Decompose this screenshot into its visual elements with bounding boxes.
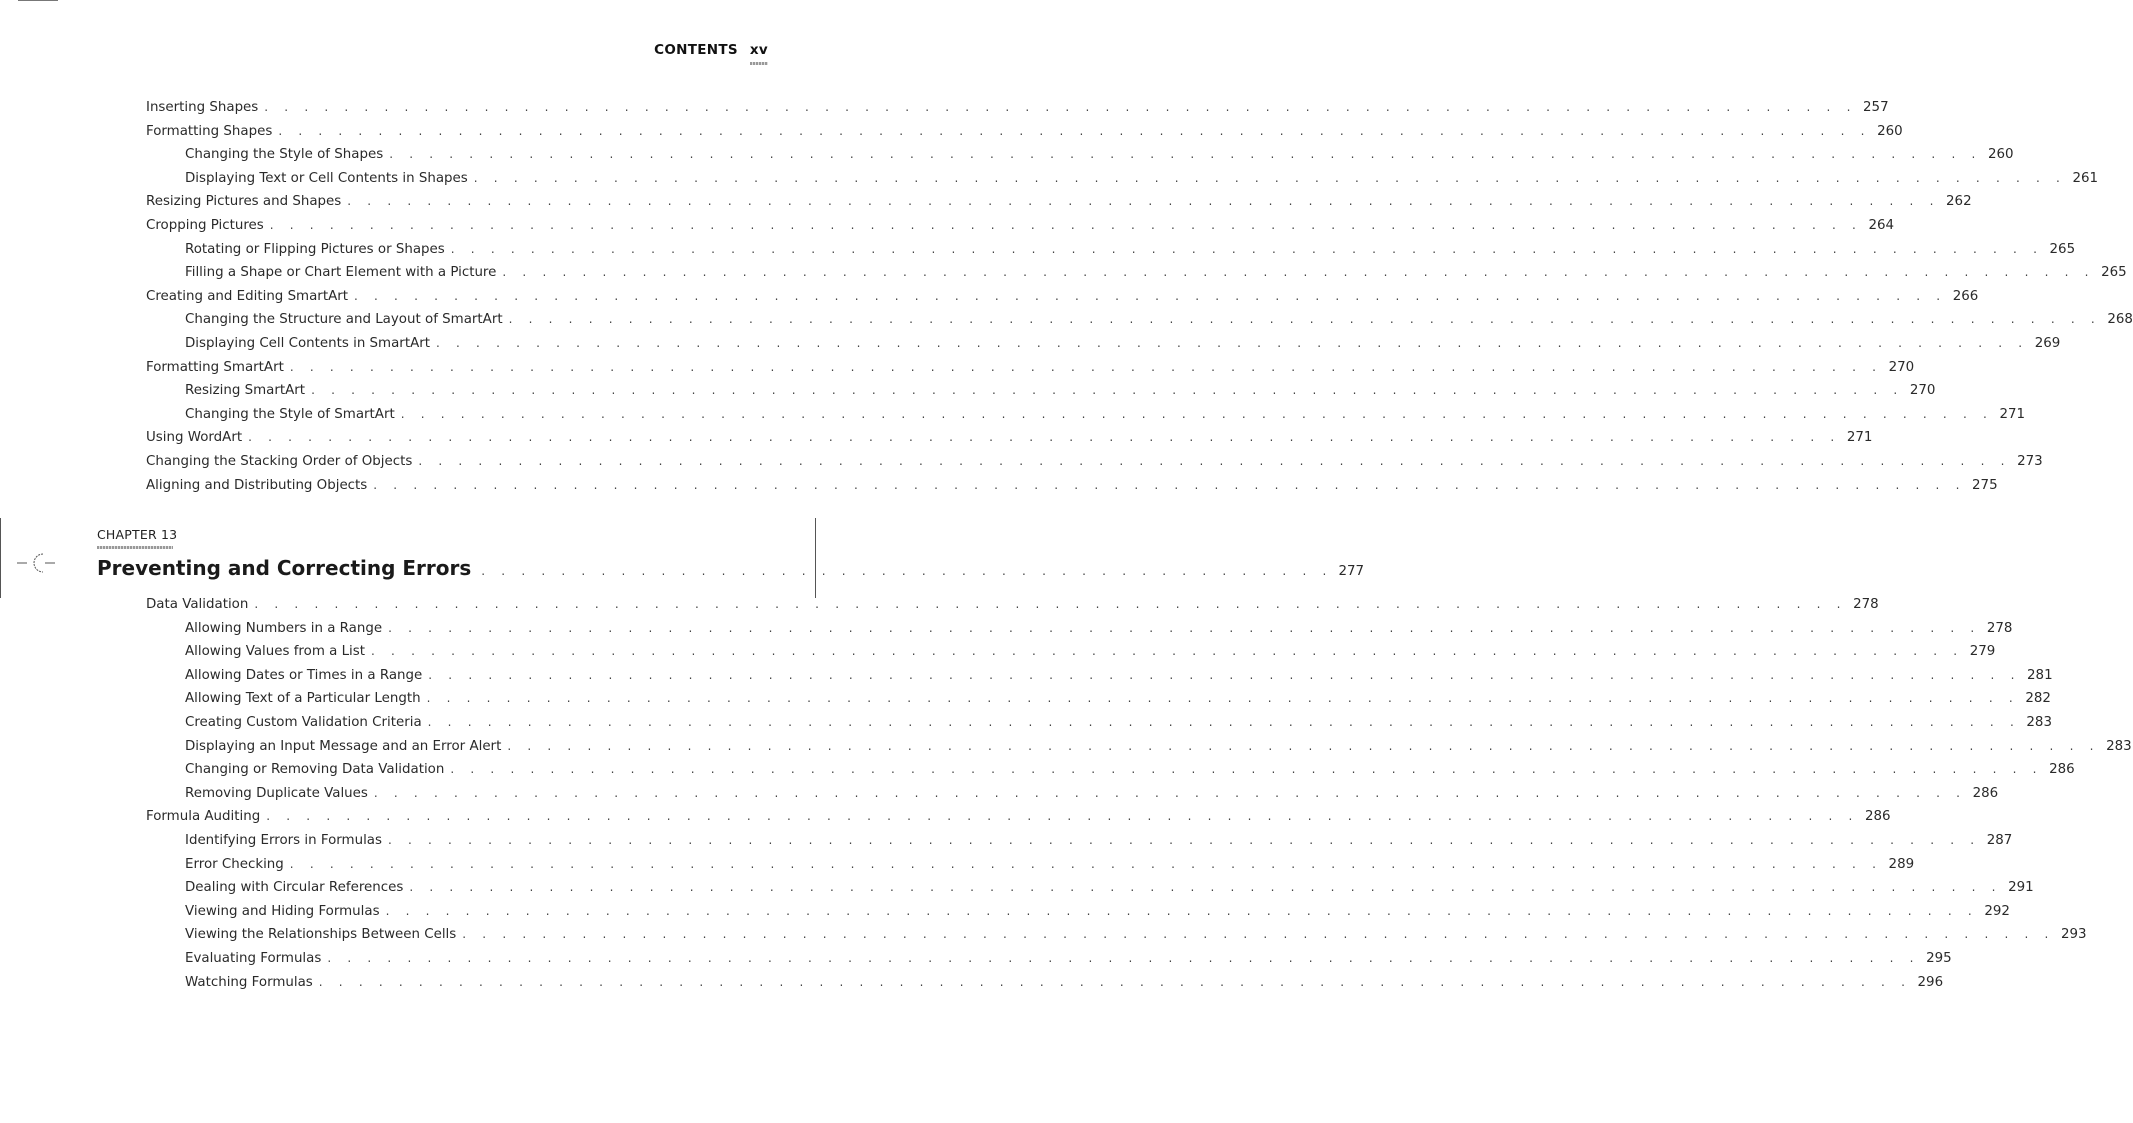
crop-mark-left [0, 518, 1, 598]
toc-entry-title: Creating Custom Validation Criteria [185, 715, 422, 730]
running-header [654, 42, 768, 58]
toc-entry-title: Data Validation [146, 597, 249, 612]
toc-entry-page: 295 [1926, 951, 1952, 966]
toc-entry-page: 289 [1888, 856, 1915, 872]
toc-entry-page: 269 [2034, 336, 2061, 351]
toc-entry[interactable] [185, 924, 2087, 944]
toc-entry-title: Formula Auditing [146, 809, 261, 825]
toc-entry-title: Evaluating Formulas [185, 951, 322, 966]
dot-leader: . . . . . . . . . . . . . . . . . . . . . . . . . . . . . . . . . . . . . . . . . . . . . . . . . . . . . . . . . . . . . . . . . . . . . . . . . . . . . . . . [347, 194, 1940, 209]
toc-entry-title: Displaying Text or Cell Contents in Shapes [185, 170, 468, 186]
toc-entry-page: 260 [1987, 147, 2014, 163]
toc-entry[interactable] [185, 877, 2034, 897]
toc-entry[interactable] [185, 759, 2075, 779]
toc-entry[interactable] [185, 618, 2013, 638]
toc-entry[interactable] [185, 948, 1952, 968]
toc-entry[interactable] [146, 191, 1972, 211]
toc-entry-page: 281 [2027, 667, 2053, 683]
toc-entry-page: 291 [2008, 880, 2034, 896]
toc-entry-page: 257 [1863, 100, 1889, 115]
toc-entry[interactable] [185, 144, 2014, 164]
toc-entry-title: Allowing Values from a List [185, 644, 366, 660]
toc-entry-page: 264 [1868, 218, 1895, 233]
toc-entry[interactable] [185, 239, 2076, 259]
toc-entry-page: 265 [2101, 265, 2127, 281]
toc-entry-title: Formatting Shapes [146, 123, 273, 139]
dot-leader: . . . . . . . . . . . . . . . . . . . . . . . . . . . . . . . . . . . . . . . . . . . . . . . . . . . . . . . . . . . . . . . . . . . . . . . . . . . . . . . . [462, 927, 2055, 942]
toc-entry-title: Viewing the Relationships Between Cells [185, 927, 457, 943]
dot-leader: . . . . . . . . . . . . . . . . . . . . . . . . . . . . . . . . . . . . . . . . . . . . . . . . . . . . . . . . . . . . . . . . . . . . . . . . . . . . . . . . [426, 691, 2019, 706]
toc-entry-title: Aligning and Distributing Objects [146, 477, 368, 493]
dot-leader: . . . . . . . . . . . . . . . . . . . . . . . . . . . . . . . . . . . . . . . . . . . . . . . . . . . . . . . . . . . . . . . . . . . . . . . . . . . . . . . . [427, 715, 2020, 729]
dot-leader: . . . . . . . . . . . . . . . . . . . . . . . . . . . . . . . . . . . . . . . . . . . . . . . . . . . . . . . . . . . . . . . . . . . . . . . . . . . . . . . . [327, 951, 1920, 965]
toc-entry[interactable] [185, 972, 1944, 992]
dot-leader: . . . . . . . . . . . . . . . . . . . . . . . . . . . . . . . . . . . . . . . . . . . . . . . . . . . . . . . . . . . . . . . . . . . . . . . . . . . . . . . . [388, 620, 1981, 635]
dot-leader: . . . . . . . . . . . . . . . . . . . . . . . . . . . . . . . . . . . . . . . . . . . . . . . . . . . . . . . . . . . . . . . . . . . . . . . . . . . . . . . . [387, 833, 1981, 847]
chapter-heading[interactable] [97, 556, 1365, 584]
dot-leader: . . . . . . . . . . . . . . . . . . . . . . . . . . . . . . . . . . . . . . . . . . . . . . . . . . . . . . . . . . . . . . . . . . . . . . . . . . . . . . . . [428, 667, 2021, 682]
dot-leader: . . . . . . . . . . . . . . . . . . . . . . . . . . . . . . . . . . . . . . . . . . . . . . . . . . . . . . . . . . . . . . . . . . . . . . . . . . . . . . . . [502, 265, 2095, 280]
toc-entry-page: 278 [1853, 597, 1879, 612]
chapter-title: Preventing and Correcting Errors [97, 556, 472, 580]
toc-entry[interactable] [185, 641, 1996, 661]
header-title: CONTENTS [654, 42, 738, 58]
dot-leader: . . . . . . . . . . . . . . . . . . . . . . . . . . . . . . . . . . . . . . . . . . . . . . . . . . . . . . . . . . . . . . . . . . . . . . . . . . . . . . . . [254, 597, 1847, 611]
dot-leader: . . . . . . . . . . . . . . . . . . . . . . . . . . . . . . . . . . . . . . . . . . . . . . . . . . . . . . . . . . . . . . . . . . . . . . . . . . . . . . . . [508, 312, 2101, 327]
toc-entry[interactable] [185, 830, 2013, 850]
toc-entry[interactable] [185, 380, 1936, 400]
toc-entry-title: Resizing Pictures and Shapes [146, 194, 342, 210]
dot-leader: . . . . . . . . . . . . . . . . . . . . . . . . . . . . . . . . . . . . . . . . . . . . . . . . . . . . . . . . . . . . . . . . . . . . . . . . . . . . . . . . [409, 880, 2002, 895]
header-page-number: xv [749, 42, 768, 58]
toc-entry[interactable] [185, 901, 2010, 921]
toc-entry[interactable] [146, 594, 1879, 614]
toc-entry-page: 286 [2049, 762, 2075, 778]
toc-entry-title: Changing the Structure and Layout of SmartArt [185, 312, 503, 328]
toc-entry-page: 262 [1946, 194, 1972, 210]
toc-entry[interactable] [185, 333, 2061, 353]
chapter-label: CHAPTER 13 [97, 527, 178, 542]
toc-entry-title: Inserting Shapes [146, 100, 259, 115]
toc-entry[interactable] [146, 451, 2043, 471]
toc-entry[interactable] [146, 806, 1891, 826]
toc-entry-title: Cropping Pictures [146, 218, 264, 233]
toc-entry-title: Displaying an Input Message and an Error Alert [185, 738, 502, 754]
toc-entry-page: 287 [1986, 833, 2013, 848]
crop-mark-right [815, 518, 816, 598]
toc-entry-title: Error Checking [185, 856, 284, 872]
dot-leader: . . . . . . . . . . . . . . . . . . . . . . . . . . . . . . . . . . . . . . . . . . . . . . . . . . . . . . . . . . . . . . . . . . . . . . . . . . . . . . . . [353, 288, 1947, 303]
toc-entry[interactable] [146, 121, 1903, 141]
toc-entry-title: Formatting SmartArt [146, 359, 284, 375]
toc-entry-page: 278 [1986, 620, 2013, 636]
toc-entry-title: Changing the Style of SmartArt [185, 406, 395, 422]
toc-entry-title: Removing Duplicate Values [185, 785, 368, 801]
toc-entry-title: Dealing with Circular References [185, 880, 404, 896]
toc-entry-page: 271 [1846, 430, 1873, 446]
dot-leader: . . . . . . . . . . . . . . . . . . . . . . . . . . . . . . . . . . . . . . . . . . . . . . . . . . . . . . . . . . . . . . . . . . . . . . . . . . . . . . . . [318, 974, 1912, 989]
dot-leader: . . . . . . . . . . . . . . . . . . . . . . . . . . . . . . . . . . . . . . . . . . . . . . . . . . . . . . . . . . . . . . . . . . . . . . . . . . . . . . . . [473, 170, 2067, 185]
toc-entry[interactable] [185, 168, 2099, 188]
dot-leader: . . . . . . . . . . . . . . . . . . . . . . . . . . . . . . . . . . . . . . . . . . . . . . . . . . . . . . . . . . . . . . . . . . . . . . . . . . . . . . . . [289, 856, 1883, 871]
toc-entry-page: 292 [1984, 903, 2010, 919]
toc-entry[interactable] [185, 712, 2052, 732]
toc-entry-page: 270 [1888, 359, 1915, 375]
toc-entry[interactable] [146, 97, 1889, 117]
toc-entry[interactable] [185, 688, 2051, 708]
toc-entry[interactable] [185, 736, 2132, 756]
toc-entry-title: Filling a Shape or Chart Element with a Picture [185, 265, 497, 281]
toc-entry-page: 283 [2106, 738, 2132, 754]
toc-entry-page: 260 [1877, 123, 1903, 139]
toc-entry[interactable] [185, 309, 2133, 329]
dot-leader: . . . . . . . . . . . . . . . . . . . . . . . . . . . . . . . . . . . . . . . . . . . . . . . . . . . . . . . . . . . . . . . . . . . . . . . . . . . . . . . . [400, 406, 1994, 421]
toc-entry-title: Changing the Stacking Order of Objects [146, 454, 413, 469]
dot-leader: . . . . . . . . . . . . . . . . . . . . . . . . . . . . . . . . . . . . . . . . . . . . . . . . . . . . . . . . . . . . . . . . . . . . . . . . . . . . . . . . [389, 147, 1982, 162]
dot-leader: . . . . . . . . . . . . . . . . . . . . . . . . . . . . . . . . . . . . . . . . . . . . . . . . . . . . . . . . . . . . . . . . . . . . . . . . . . . . . . . . [266, 809, 1859, 824]
crop-mark-top [18, 0, 58, 1]
toc-entry[interactable] [146, 215, 1895, 235]
toc-entry-page: 283 [2026, 715, 2052, 730]
toc-entry-title: Identifying Errors in Formulas [185, 833, 382, 848]
toc-entry-page: 275 [1972, 477, 1998, 493]
toc-entry-title: Displaying Cell Contents in SmartArt [185, 336, 430, 351]
toc-entry-title: Rotating or Flipping Pictures or Shapes [185, 241, 445, 257]
toc-entry-title: Allowing Text of a Particular Length [185, 691, 421, 707]
toc-entry-page: 261 [2072, 170, 2099, 186]
dot-leader: . . . . . . . . . . . . . . . . . . . . . . . . . . . . . . . . . . . . . . . . . . . . . . . . . . . . . . . . . . . . . . . . . . . . . . . . . . . . . . . . [450, 762, 2043, 777]
dot-leader: . . . . . . . . . . . . . . . . . . . . . . . . . . . . . . . . . . . . . . . . . . . [481, 564, 1333, 578]
toc-entry[interactable] [185, 854, 1915, 874]
toc-entry-page: 286 [1864, 809, 1891, 825]
toc-entry[interactable] [146, 475, 1998, 495]
dot-leader: . . . . . . . . . . . . . . . . . . . . . . . . . . . . . . . . . . . . . . . . . . . . . . . . . . . . . . . . . . . . . . . . . . . . . . . . . . . . . . . . [507, 738, 2100, 753]
toc-entry-page: 273 [2017, 454, 2043, 469]
toc-entry-title: Changing or Removing Data Validation [185, 762, 445, 778]
toc-entry-page: 296 [1917, 974, 1944, 990]
toc-entry-title: Using WordArt [146, 430, 243, 446]
dot-leader: . . . . . . . . . . . . . . . . . . . . . . . . . . . . . . . . . . . . . . . . . . . . . . . . . . . . . . . . . . . . . . . . . . . . . . . . . . . . . . . . [289, 359, 1883, 374]
dot-leader: . . . . . . . . . . . . . . . . . . . . . . . . . . . . . . . . . . . . . . . . . . . . . . . . . . . . . . . . . . . . . . . . . . . . . . . . . . . . . . . . [248, 430, 1841, 445]
dot-leader: . . . . . . . . . . . . . . . . . . . . . . . . . . . . . . . . . . . . . . . . . . . . . . . . . . . . . . . . . . . . . . . . . . . . . . . . . . . . . . . . [311, 383, 1904, 398]
toc-entry-page: 293 [2061, 927, 2087, 943]
toc-entry-title: Allowing Numbers in a Range [185, 620, 383, 636]
toc-entry-title: Watching Formulas [185, 974, 313, 990]
dot-leader: . . . . . . . . . . . . . . . . . . . . . . . . . . . . . . . . . . . . . . . . . . . . . . . . . . . . . . . . . . . . . . . . . . . . . . . . . . . . . . . . [264, 100, 1857, 114]
toc-entry-title: Creating and Editing SmartArt [146, 288, 348, 304]
toc-entry[interactable] [146, 286, 1979, 306]
toc-entry[interactable] [185, 404, 2026, 424]
toc-entry-title: Resizing SmartArt [185, 383, 306, 399]
toc-entry-page: 271 [1999, 406, 2026, 422]
toc-entry-title: Viewing and Hiding Formulas [185, 903, 380, 919]
dot-leader: . . . . . . . . . . . . . . . . . . . . . . . . . . . . . . . . . . . . . . . . . . . . . . . . . . . . . . . . . . . . . . . . . . . . . . . . . . . . . . . . [278, 123, 1871, 138]
dot-leader: . . . . . . . . . . . . . . . . . . . . . . . . . . . . . . . . . . . . . . . . . . . . . . . . . . . . . . . . . . . . . . . . . . . . . . . . . . . . . . . . [435, 336, 2029, 350]
dot-leader: . . . . . . . . . . . . . . . . . . . . . . . . . . . . . . . . . . . . . . . . . . . . . . . . . . . . . . . . . . . . . . . . . . . . . . . . . . . . . . . . [373, 477, 1966, 492]
toc-entry-page: 265 [2049, 241, 2076, 257]
toc-entry-page: 266 [1952, 288, 1979, 304]
dot-leader: . . . . . . . . . . . . . . . . . . . . . . . . . . . . . . . . . . . . . . . . . . . . . . . . . . . . . . . . . . . . . . . . . . . . . . . . . . . . . . . . [450, 241, 2044, 256]
dot-leader: . . . . . . . . . . . . . . . . . . . . . . . . . . . . . . . . . . . . . . . . . . . . . . . . . . . . . . . . . . . . . . . . . . . . . . . . . . . . . . . . [418, 454, 2011, 468]
toc-entry[interactable] [185, 262, 2127, 282]
dot-leader: . . . . . . . . . . . . . . . . . . . . . . . . . . . . . . . . . . . . . . . . . . . . . . . . . . . . . . . . . . . . . . . . . . . . . . . . . . . . . . . . [269, 218, 1863, 232]
dot-leader: . . . . . . . . . . . . . . . . . . . . . . . . . . . . . . . . . . . . . . . . . . . . . . . . . . . . . . . . . . . . . . . . . . . . . . . . . . . . . . . . [385, 903, 1978, 918]
toc-entry-page: 279 [1969, 644, 1996, 660]
toc-entry-title: Allowing Dates or Times in a Range [185, 667, 423, 683]
dot-leader: . . . . . . . . . . . . . . . . . . . . . . . . . . . . . . . . . . . . . . . . . . . . . . . . . . . . . . . . . . . . . . . . . . . . . . . . . . . . . . . . [371, 644, 1964, 659]
toc-entry-page: 268 [2107, 312, 2133, 328]
registration-mark-icon [15, 550, 61, 576]
toc-entry[interactable] [185, 665, 2053, 685]
toc-entry-page: 282 [2025, 691, 2051, 707]
toc-entry-title: Changing the Style of Shapes [185, 147, 384, 163]
toc-entry[interactable] [146, 427, 1873, 447]
toc-entry[interactable] [185, 783, 1999, 803]
toc-entry-page: 270 [1909, 383, 1936, 399]
toc-entry-page: 286 [1972, 785, 1999, 801]
dot-leader: . . . . . . . . . . . . . . . . . . . . . . . . . . . . . . . . . . . . . . . . . . . . . . . . . . . . . . . . . . . . . . . . . . . . . . . . . . . . . . . . [373, 785, 1967, 800]
chapter-page: 277 [1338, 564, 1365, 579]
toc-entry[interactable] [146, 357, 1915, 377]
